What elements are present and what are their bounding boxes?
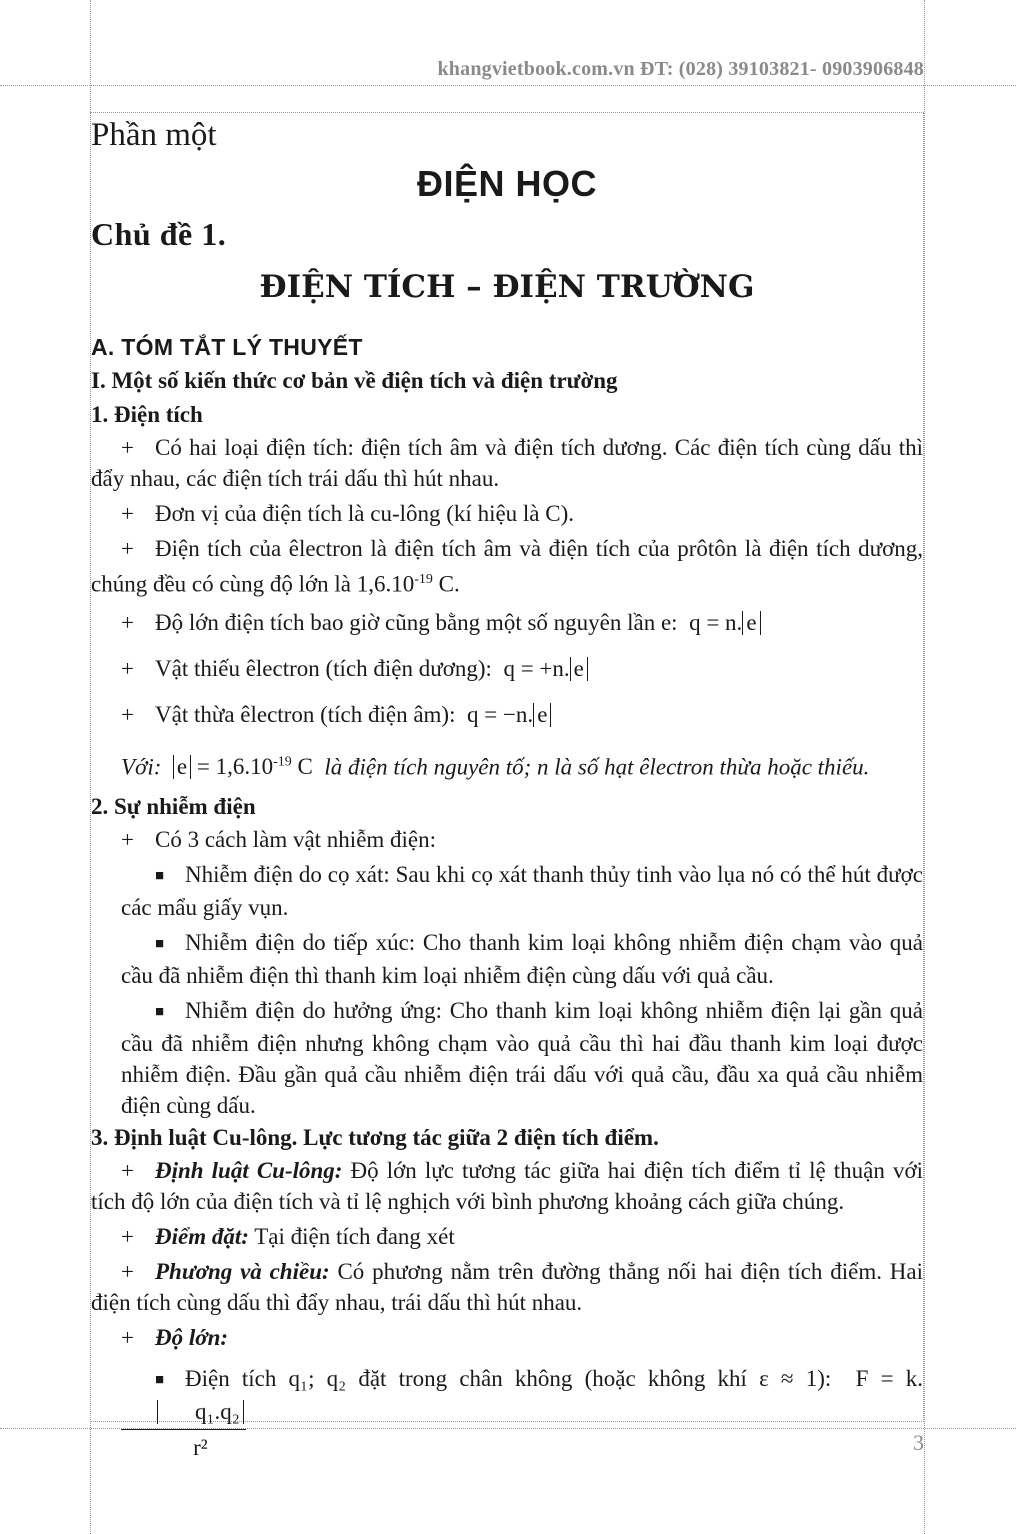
page-header: khangvietbook.com.vn ĐT: (028) 39103821- 0903906848	[437, 58, 924, 80]
sub2-square-2: ■ Nhiễm điện do tiếp xúc: Cho thanh kim loại không nhiễm điện chạm vào quả cầu đã nhiễm điện thì thanh kim loại nhiễm điện cùng dấu với quả cầu.	[121, 930, 923, 989]
abs-e: e	[742, 611, 760, 635]
topic-title: ĐIỆN TÍCH – ĐIỆN TRƯỜNG	[259, 269, 755, 305]
plus-bullet: +	[121, 1158, 134, 1184]
square-bullet: ■	[155, 936, 165, 953]
abs-e: e	[570, 657, 588, 681]
sub3-bullet-4: + Độ lớn:	[91, 1322, 923, 1353]
sub1-heading: 1. Điện tích	[91, 402, 203, 427]
topic-label: Chủ đề 1.	[91, 216, 227, 252]
plus-bullet: +	[121, 1224, 134, 1250]
page-content	[91, 112, 923, 1463]
plus-bullet: +	[121, 1259, 134, 1285]
sub3-heading: 3. Định luật Cu-lông. Lực tương tác giữa 2 điện tích điểm.	[91, 1125, 659, 1151]
plus-bullet: +	[121, 609, 134, 635]
sub1-note: Với: $e = 1,6.10^{-19}$ C là điện tích nguyên tố; n là số hạt êlectron thừa hoặc thiếu.	[121, 754, 870, 780]
sub2-heading: 2. Sự nhiễm điện	[91, 794, 256, 820]
header-guide-line	[0, 85, 1016, 86]
sub2-square-1: ■ Nhiễm điện do cọ xát: Sau khi cọ xát thanh thủy tinh vào lụa nó có thể hút được các mẩu giấy vụn.	[121, 862, 923, 921]
sub1-bullet-6: + Vật thừa êlectron (tích điện âm): q = −n. e	[91, 692, 923, 738]
sub1-bullet-5: + Vật thiếu êlectron (tích điện dương): q = +n. e	[91, 646, 923, 692]
sub1-bullet-1: + Có hai loại điện tích: điện tích âm và điện tích dương. Các điện tích cùng dấu thì đẩy nhau, các điện tích trái dấu thì hút nhau.	[91, 432, 923, 494]
abs-e: e	[173, 755, 191, 779]
abs-e: e	[533, 703, 551, 727]
plus-bullet: +	[121, 701, 134, 727]
plus-bullet: +	[121, 827, 134, 853]
square-bullet: ■	[155, 1004, 165, 1021]
plus-bullet: +	[121, 501, 134, 526]
coulomb-fraction: $\frac{\text{q₁.q₂}}{\text{r²}}$	[121, 1396, 246, 1463]
sub1-bullet-4: + Độ lớn điện tích bao giờ cũng bằng một số nguyên lần e: q = n. e	[91, 600, 923, 646]
section-1-heading: I. Một số kiến thức cơ bản về điện tích và điện trường	[91, 368, 618, 393]
sub1-bullet-2: + Đơn vị của điện tích là cu-lông (kí hiệu là C).	[91, 498, 923, 529]
plus-bullet: +	[121, 435, 134, 460]
square-bullet: ■	[155, 1372, 165, 1389]
sub2-square-3: ■ Nhiễm điện do hưởng ứng: Cho thanh kim loại không nhiễm điện lại gần quả cầu đã nhiễm điện nhưng không chạm vào quả cầu thì hai đầu thanh kim loại được nhiễm điện. Đầu gần quả cầu nhiễm điện trái dấu với quả cầu, đầu xa quả cầu nhiễm điện cùng dấu.	[121, 998, 923, 1119]
sub1-bullet-3: + Điện tích của êlectron là điện tích âm và điện tích của prôtôn là điện tích dương, chúng đều có cùng độ lớn là $1,6.10^{-19}$ C.	[91, 533, 923, 600]
sub3-bullet-3: + Phương và chiều: Có phương nằm trên đường thẳng nối hai điện tích điểm. Hai điện tích cùng dấu thì đẩy nhau, trái dấu thì hút nhau.	[91, 1256, 923, 1318]
section-a-heading: A. TÓM TẮT LÝ THUYẾT	[91, 334, 363, 360]
plus-bullet: +	[121, 655, 134, 681]
sub3-bullet-1: + Định luật Cu-lông: Độ lớn lực tương tác giữa hai điện tích điểm tỉ lệ thuận với tích độ lớn của điện tích và tỉ lệ nghịch với bình phương khoảng cách giữa chúng.	[91, 1155, 923, 1217]
page-number: 3	[913, 1430, 924, 1455]
part-title: Phần một	[91, 117, 217, 153]
plus-bullet: +	[121, 536, 134, 561]
sub3-bullet-2: + Điểm đặt: Tại điện tích đang xét	[91, 1221, 923, 1252]
main-title: ĐIỆN HỌC	[416, 163, 597, 204]
sub3-square-1: ■ Điện tích q₁; q₂ đặt trong chân không (hoặc không khí ε ≈ 1): F = k. $\frac{\text{q₁.q₂}}{\text{r²}}$	[91, 1363, 923, 1463]
right-guide-line	[924, 0, 925, 1534]
square-bullet: ■	[155, 868, 165, 885]
sub2-bullet-1: + Có 3 cách làm vật nhiễm điện:	[91, 824, 923, 855]
plus-bullet: +	[121, 1325, 134, 1351]
